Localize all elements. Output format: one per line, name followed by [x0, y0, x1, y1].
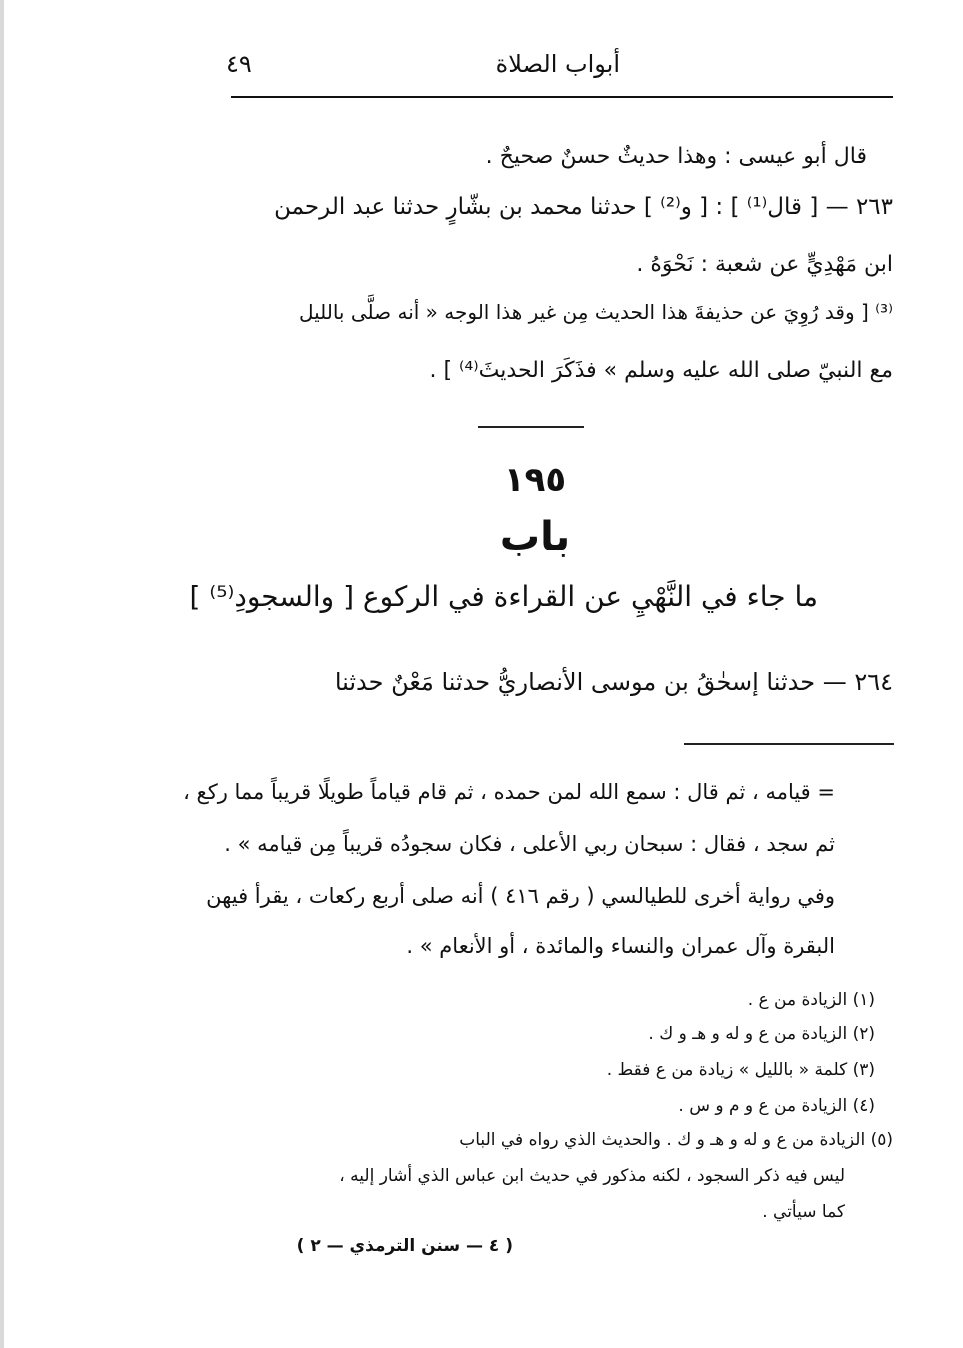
continuation-line-3: وفي رواية أخرى للطيالسي ( رقم ٤١٦ ) أنه صلى أربع ركعات ، يقرأ فيهن: [206, 884, 835, 908]
footnote-2: (٢) الزيادة من ع و له و هـ و ك .: [648, 1024, 875, 1044]
running-header-title: أبواب الصلاة: [495, 50, 620, 78]
hadith-263-line: ٢٦٣ — [ قال⁽¹⁾ ] : [ و⁽²⁾ ] حدثنا محمد بن بشّارٍ حدثنا عبد الرحمن: [274, 194, 893, 220]
section-divider: [478, 426, 584, 428]
text-line-3: ابن مَهْدِيٍّ عن شعبة : نَحْوَهُ .: [636, 252, 893, 277]
text-line-4: ⁽³⁾ [ وقد رُوِيَ عن حذيفةَ هذا الحديث مِن غير هذا الوجه « أنه صلَّى بالليل: [298, 300, 893, 324]
header-rule: [231, 96, 893, 98]
continuation-line-4: البقرة وآل عمران والنساء والمائدة ، أو الأنعام » .: [406, 934, 835, 958]
footnote-5: (٥) الزيادة من ع و له و هـ و ك . والحديث الذي رواه في الباب: [459, 1130, 893, 1150]
text-line-5: مع النبيّ صلى الله عليه وسلم » فذَكَرَ الحديثَ⁽⁴⁾ ] .: [429, 358, 893, 383]
text-line-1: قال أبو عيسى : وهذا حديثٌ حسنٌ صحيحٌ .: [485, 144, 867, 169]
chapter-number: ١٩٥: [503, 460, 567, 500]
page-edge: [0, 0, 4, 1348]
footnote-separator: [684, 743, 894, 745]
page-footer-signature: ( ٤ — سنن الترمذي — ٢ ): [296, 1236, 513, 1256]
footnote-1: (١) الزيادة من ع .: [747, 990, 875, 1010]
chapter-label: باب: [499, 514, 571, 560]
continuation-line-1: = قيامه ، ثم قال : سمع الله لمن حمده ، ثم قام قياماً طويلًا قريباً مما ركع ،: [183, 780, 835, 804]
page-number: ٤٩: [226, 50, 252, 78]
footnote-3: (٣) كلمة « بالليل » زيادة من ع فقط .: [606, 1060, 875, 1080]
footnote-5-cont-1: ليس فيه ذكر السجود ، لكنه مذكور في حديث ابن عباس الذي أشار إليه ،: [339, 1166, 845, 1186]
footnote-4: (٤) الزيادة من ع و م و س .: [678, 1096, 875, 1116]
footnote-5-cont-2: كما سيأتي .: [762, 1202, 845, 1222]
continuation-line-2: ثم سجد ، فقال : سبحان ربي الأعلى ، فكان سجودُه قريباً مِن قيامه » .: [224, 832, 835, 856]
hadith-264-line: ٢٦٤ — حدثنا إسحٰقُ بن موسى الأنصاريُّ حدثنا مَعْنٌ حدثنا: [334, 668, 893, 696]
chapter-title: ما جاء في النَّهْيِ عن القراءة في الركوع [ والسجودِ⁽⁵⁾ ]: [189, 580, 818, 613]
